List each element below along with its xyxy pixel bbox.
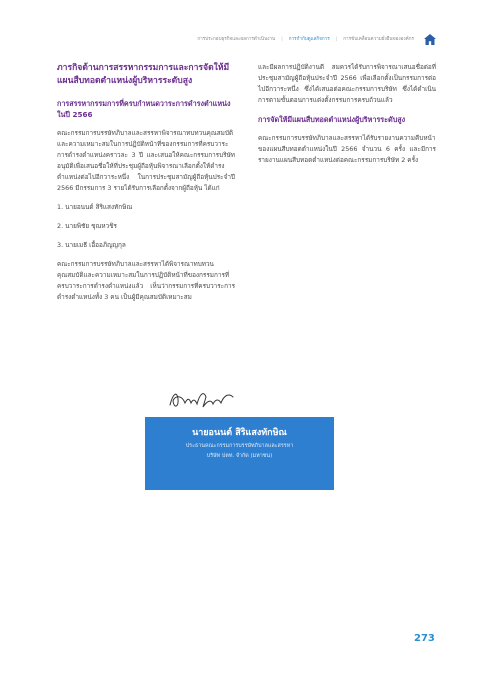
right-column — [258, 62, 436, 174]
breadcrumb-separator: | — [281, 37, 283, 42]
list-item: 1. นายอนนต์ สิริแสงทักษิณ — [57, 203, 133, 211]
page-number: 273 — [414, 633, 435, 644]
breadcrumb-separator: | — [335, 37, 338, 42]
left-column — [57, 62, 235, 311]
breadcrumb-item-sustainability[interactable]: การขับเคลื่อนความยั่งยืนขององค์กร — [343, 37, 414, 42]
breadcrumb — [197, 34, 436, 45]
director-list — [57, 202, 235, 251]
home-icon[interactable] — [424, 34, 436, 45]
signature-image — [167, 385, 237, 413]
list-item: 2. นายพิชัย ชุณหวชิร — [57, 222, 117, 230]
paragraph: คณะกรรมการบรรษัทภิบาลและสรรหาได้พิจารณาทบทวนคุณสมบัติและความเหมาะสมในการปฏิบัติหน้าที่ของกรรมการที่ครบวาระการดำรงตำแหน่งแล้ว เห็นว่ากรรมการที่ครบวาระการดำรงตำแหน่งทั้ง 3 คน เป็นผู้มีคุณสมบัติเหมาะสม — [57, 260, 235, 301]
breadcrumb-item-governance[interactable]: การกำกับดูแลกิจการ — [288, 37, 330, 42]
subsection-title: การจัดให้มีแผนสืบทอดตำแหน่งผู้บริหารระดับสูง — [258, 115, 406, 124]
signature-card — [145, 379, 334, 490]
section-title: ภารกิจด้านการสรรหากรรมการและการจัดให้มีแผนสืบทอดตำแหน่งผู้บริหารระดับสูง — [57, 63, 230, 86]
signatory-name: นายอนนต์ สิริแสงทักษิณ — [192, 428, 287, 438]
paragraph: คณะกรรมการบรรษัทภิบาลและสรรหาพิจารณาทบทวนคุณสมบัติและความเหมาะสมในการปฏิบัติหน้าที่ของกรรมการที่ครบวาระการดำรงตำแหน่งคราวละ 3 ปี และเสนอให้คณะกรรมการบริษัทอนุมัติเพื่อเสนอชื่อให้ที่ประชุมผู้ถือหุ้นพิจารณาเลือกตั้งให้ดำรงตำแหน่งต่อไปอีกวาระหนึ่ง ในการประชุมสามัญผู้ถือหุ้นประจำปี 2566 มีกรรมการ 3 รายได้รับการเลือกตั้งจากผู้ถือหุ้น ได้แก่ — [57, 129, 235, 192]
breadcrumb-item-business[interactable]: การประกอบธุรกิจและผลการดำเนินงาน — [197, 37, 276, 42]
paragraph: คณะกรรมการบรรษัทภิบาลและสรรหาได้รับรายงานความคืบหน้าของแผนสืบทอดตำแหน่งในปี 2566 จำนวน 6 ครั้ง และมีการรายงานแผนสืบทอดตำแหน่งต่อคณะกรรมการบริษัท 2 ครั้ง — [258, 134, 436, 164]
paragraph: และมีผลการปฏิบัติงานดี สมควรได้รับการพิจารณาเสนอชื่อต่อที่ประชุมสามัญผู้ถือหุ้นประจำปี 2566 เพื่อเลือกตั้งเป็นกรรมการต่อไปอีกวาระหนึ่ง ซึ่งได้เสนอต่อคณะกรรมการบริษัท ซึ่งได้ดำเนินการตามขั้นตอนการแต่งตั้งกรรมการครบถ้วนแล้ว — [258, 63, 436, 104]
signatory-title: ประธานคณะกรรมการบรรษัทภิบาลและสรรหา — [185, 443, 294, 449]
subsection-title: การสรรหากรรมการที่ครบกำหนดวาระการดำรงตำแหน่งในปี 2566 — [57, 99, 231, 119]
list-item: 3. นายเมธี เอื้ออภิญญกุล — [57, 241, 126, 249]
signatory-company: บริษัท ปตท. จำกัด (มหาชน) — [206, 453, 273, 459]
